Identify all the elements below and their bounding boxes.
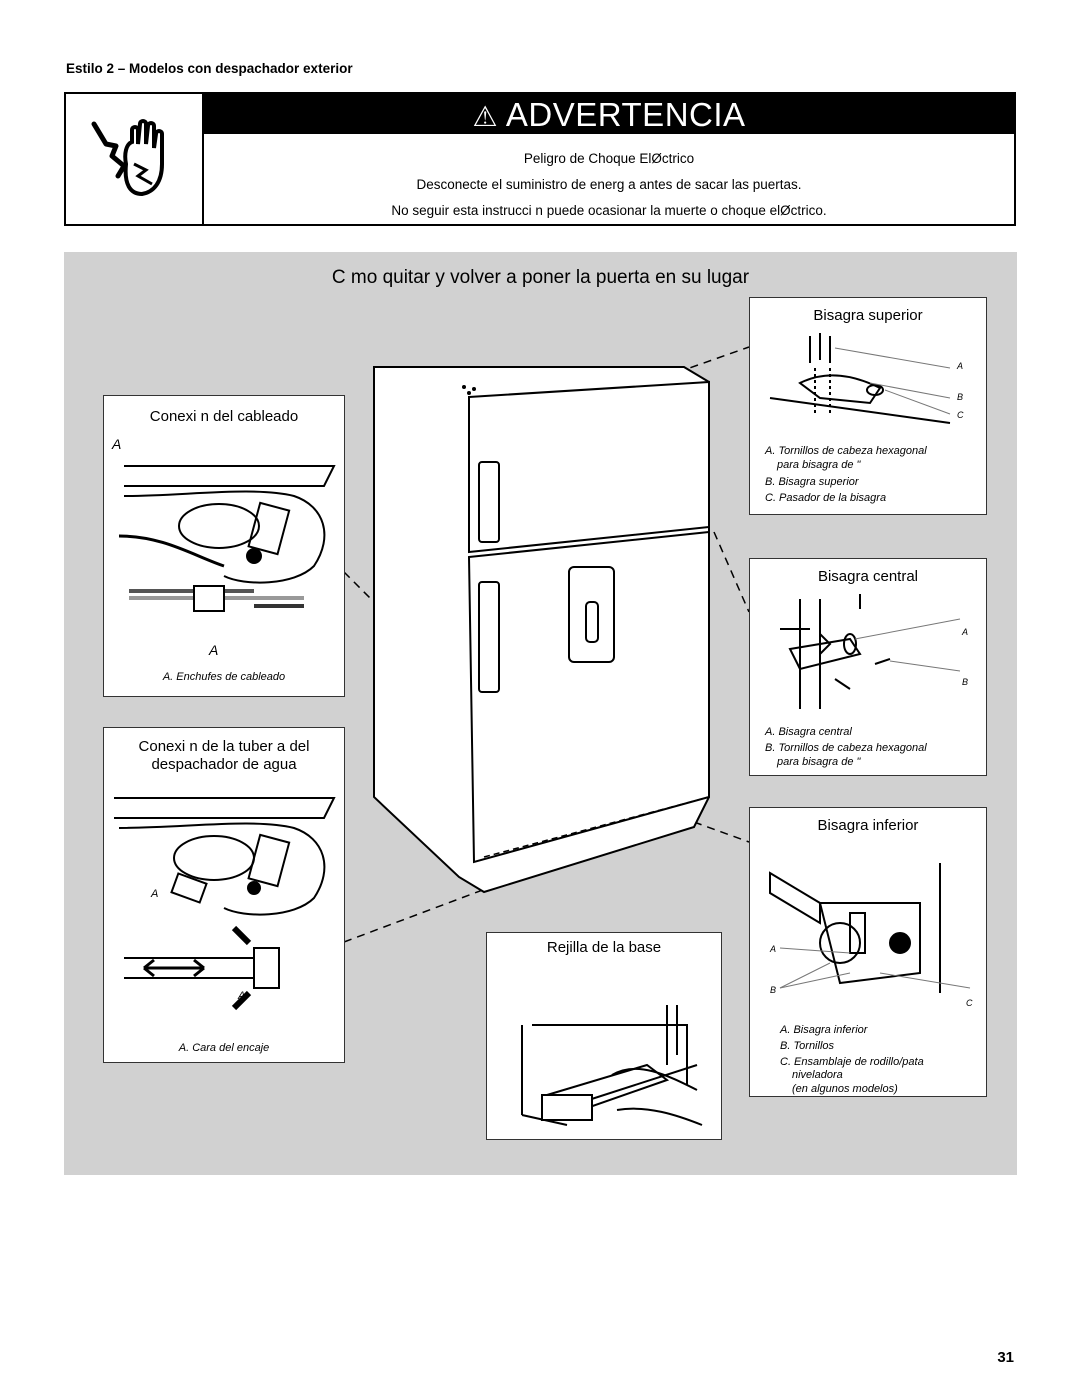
top-hinge-caption-a: A. Tornillos de cabeza hexagonal	[765, 445, 927, 457]
center-hinge-illustration	[750, 589, 986, 719]
center-hinge-box	[749, 558, 987, 776]
bottom-hinge-illustration	[750, 843, 986, 1003]
warning-line-2: No seguir esta instrucci n puede ocasionar la muerte o choque elØctrico.	[391, 203, 827, 218]
warning-triangle-icon: ⚠	[472, 101, 499, 132]
warning-title-bar	[204, 94, 1014, 134]
center-hinge-label-a: A	[962, 627, 969, 637]
top-hinge-label-a: A	[957, 361, 964, 371]
wiring-caption: A. Enchufes de cableado	[162, 671, 286, 683]
warning-title: ADVERTENCIA	[505, 96, 746, 133]
wiring-connection-box	[103, 395, 345, 697]
top-hinge-title: Bisagra superior	[813, 307, 923, 324]
top-hinge-label-c: C	[957, 410, 964, 420]
warning-box	[64, 92, 1016, 226]
wiring-label-a-top: A	[112, 436, 122, 452]
water-title-line-2: despachador de agua	[151, 756, 297, 773]
bottom-hinge-caption-c: C. Ensamblaje de rodillo/pata	[780, 1056, 924, 1068]
center-hinge-title: Bisagra central	[817, 568, 919, 585]
warning-text	[204, 146, 1014, 224]
top-hinge-caption-c: C. Pasador de la bisagra	[765, 492, 887, 504]
bottom-hinge-caption-c2: niveladora	[792, 1069, 843, 1081]
wiring-title: Conexi n del cableado	[149, 408, 299, 425]
water-caption: A. Cara del encaje	[178, 1042, 270, 1054]
bottom-hinge-box	[749, 807, 987, 1097]
bottom-hinge-label-a: A	[770, 944, 777, 954]
top-hinge-caption-a2: para bisagra de "	[777, 459, 861, 471]
section-heading: Estilo 2 – Modelos con despachador exterior	[66, 61, 353, 76]
wiring-illustration	[104, 456, 344, 656]
center-hinge-caption-a: A. Bisagra central	[765, 726, 852, 738]
water-line-illustration	[104, 788, 344, 1018]
base-grille-title: Rejilla de la base	[546, 939, 662, 956]
water-label-a1: A	[151, 888, 159, 900]
bottom-hinge-caption-c3: (en algunos modelos)	[792, 1083, 898, 1095]
center-hinge-caption-b2: para bisagra de "	[777, 756, 861, 768]
electric-shock-hand-icon	[66, 94, 204, 224]
wiring-label-a-bottom: A	[209, 642, 219, 658]
top-hinge-label-b: B	[957, 392, 964, 402]
top-hinge-caption-b: B. Bisagra superior	[765, 476, 859, 488]
base-grille-illustration	[487, 965, 721, 1135]
center-hinge-caption-b: B. Tornillos de cabeza hexagonal	[765, 742, 927, 754]
bottom-hinge-title: Bisagra inferior	[817, 817, 919, 834]
top-hinge-illustration	[750, 328, 986, 438]
water-title-line-1: Conexi n de la tuber a del	[138, 738, 310, 755]
panel-title: C mo quitar y volver a poner la puerta en su lugar	[331, 267, 750, 288]
refrigerator-illustration	[364, 357, 724, 917]
top-hinge-box	[749, 297, 987, 515]
door-removal-panel	[64, 252, 1017, 1175]
water-connection-box	[103, 727, 345, 1063]
warning-line-1: Desconecte el suministro de energ a antes de sacar las puertas.	[416, 177, 802, 192]
water-label-a2: A	[238, 990, 246, 1002]
bottom-hinge-caption-b: B. Tornillos	[780, 1040, 835, 1052]
bottom-hinge-label-b: B	[770, 985, 777, 995]
center-hinge-label-b: B	[962, 677, 969, 687]
base-grille-box	[486, 932, 722, 1140]
bottom-hinge-caption-a: A. Bisagra inferior	[780, 1024, 868, 1036]
warning-hazard: Peligro de Choque ElØctrico	[523, 151, 695, 166]
bottom-hinge-label-c: C	[966, 998, 973, 1008]
page-number: 31	[997, 1349, 1014, 1366]
